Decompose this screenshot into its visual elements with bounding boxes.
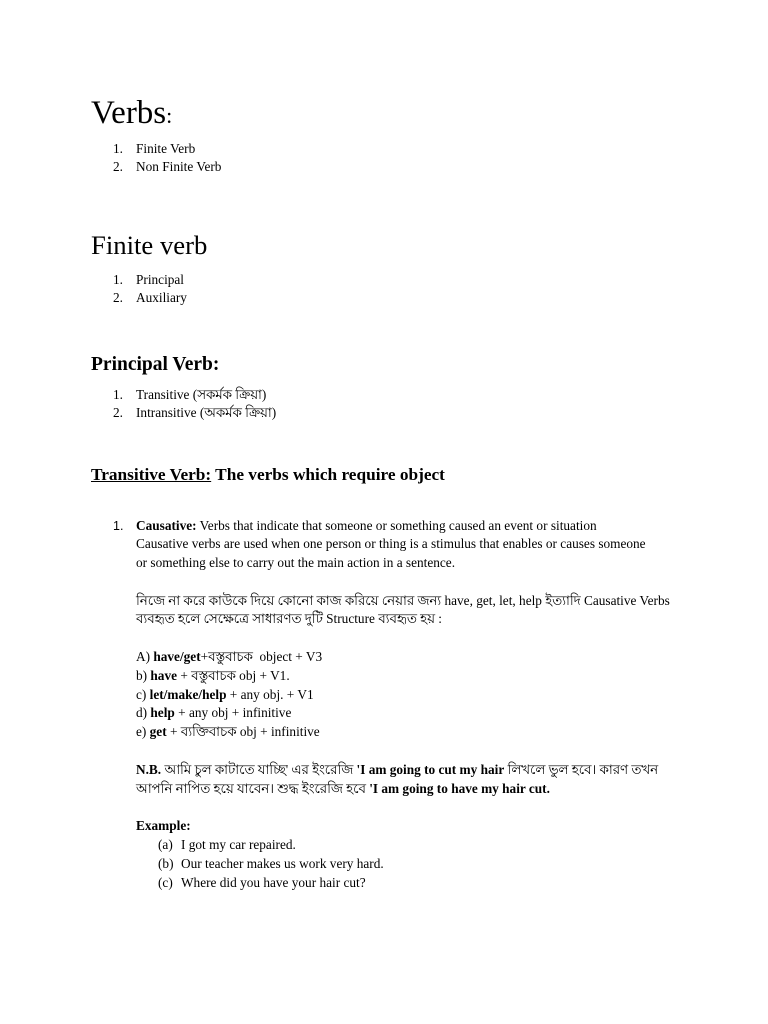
structure-rest: + ব্যক্তিবাচক obj + infinitive bbox=[166, 724, 320, 740]
example-item bbox=[136, 855, 677, 874]
list-item-text: Transitive (সকর্মক ক্রিয়া) bbox=[136, 386, 267, 402]
causative-definition-paragraph bbox=[136, 517, 677, 573]
structure-list bbox=[136, 648, 677, 742]
nb-wrong-sentence: 'I am going to cut my hair bbox=[356, 761, 505, 777]
structure-line bbox=[136, 704, 677, 723]
transitive-verb-description: The verbs which require object bbox=[211, 465, 445, 485]
causative-definition: Verbs that indicate that someone or something caused an event or situation Causative verbs are used when one person or thing is a stimulus that enables or causes someone or something else to carry out the main action in a sentence. bbox=[136, 517, 646, 571]
example-text: Our teacher makes us work very hard. bbox=[181, 855, 384, 871]
list-item bbox=[113, 404, 276, 423]
list-item bbox=[113, 289, 187, 308]
transitive-verb-heading bbox=[91, 466, 445, 483]
structure-rest: +বস্তুবাচক object + V3 bbox=[200, 649, 323, 665]
structure-letter: A) bbox=[136, 649, 154, 665]
example-section bbox=[136, 817, 677, 892]
list-number: 2. bbox=[113, 405, 123, 421]
finite-verb-heading: Finite verb bbox=[91, 229, 208, 260]
structure-rest: + বস্তুবাচক obj + V1. bbox=[177, 667, 290, 683]
example-marker: (b) bbox=[158, 855, 174, 871]
structure-line bbox=[136, 648, 677, 667]
example-text: I got my car repaired. bbox=[181, 837, 296, 853]
list-number: 1. bbox=[113, 271, 123, 287]
structure-rest: + any obj. + V1 bbox=[226, 686, 314, 702]
example-item bbox=[136, 836, 677, 855]
nb-correct-sentence: 'I am going to have my hair cut. bbox=[369, 780, 550, 796]
list-number: 2. bbox=[113, 159, 123, 175]
structure-line bbox=[136, 723, 677, 742]
list-number: 1. bbox=[113, 518, 124, 533]
structure-line bbox=[136, 686, 677, 705]
example-list bbox=[136, 836, 677, 892]
bengali-note: নিজে না করে কাউকে দিয়ে কোনো কাজ করিয়ে নেয়ার জন্য have, get, let, help ইত্যাদি Causative Verbs ব্যবহৃত হলে সেক্ষেত্রে সাধারণত দুটি Structure ব্যবহৃত হয় : bbox=[136, 592, 670, 627]
principal-verb-heading: Principal Verb: bbox=[91, 354, 220, 376]
causative-label: Causative: bbox=[136, 517, 197, 533]
structure-letter: c) bbox=[136, 686, 150, 702]
nb-paragraph bbox=[136, 761, 677, 799]
example-label: Example: bbox=[136, 818, 191, 834]
principal-verb-list bbox=[113, 386, 276, 424]
list-number: 2. bbox=[113, 290, 123, 306]
list-item-text: Auxiliary bbox=[136, 290, 187, 306]
structure-keyword: have bbox=[150, 667, 178, 683]
example-item bbox=[136, 874, 677, 893]
list-item bbox=[113, 140, 221, 159]
example-text: Where did you have your hair cut? bbox=[181, 874, 366, 890]
list-item bbox=[113, 386, 276, 405]
title-text: Verbs bbox=[91, 95, 167, 132]
transitive-verb-term: Transitive Verb: bbox=[91, 465, 212, 485]
nb-label: N.B. bbox=[136, 761, 162, 777]
example-marker: (a) bbox=[158, 837, 173, 853]
list-item-text: Non Finite Verb bbox=[136, 159, 222, 175]
list-number: 1. bbox=[113, 386, 123, 402]
list-item bbox=[113, 271, 187, 290]
verb-types-list bbox=[113, 140, 221, 178]
title-colon: : bbox=[166, 103, 173, 129]
structure-keyword: let/make/help bbox=[149, 686, 227, 702]
nb-text: লিখলে ভুল হবে। কারণ তখন আপনি নাপিত হয়ে যাবেন। শুদ্ধ ইংরেজি হবে bbox=[136, 761, 659, 796]
nb-text: আমি চুল কাটাতে যাচ্ছি' এর ইংরেজি bbox=[161, 761, 357, 777]
structure-keyword: have/get bbox=[153, 649, 201, 665]
finite-verb-list bbox=[113, 271, 187, 309]
structure-keyword: get bbox=[149, 724, 167, 740]
structure-letter: d) bbox=[136, 705, 151, 721]
list-item-text: Finite Verb bbox=[136, 140, 196, 156]
list-number: 1. bbox=[113, 140, 123, 156]
structure-letter: e) bbox=[136, 724, 150, 740]
page-title bbox=[91, 97, 172, 132]
structure-line bbox=[136, 667, 677, 686]
list-item-text: Principal bbox=[136, 271, 185, 287]
list-item-text: Intransitive (অকর্মক ক্রিয়া) bbox=[136, 405, 277, 421]
structure-rest: + any obj + infinitive bbox=[174, 705, 292, 721]
causative-item bbox=[113, 517, 677, 893]
example-marker: (c) bbox=[158, 874, 173, 890]
structure-keyword: help bbox=[150, 705, 175, 721]
causative-body bbox=[136, 517, 677, 893]
structure-letter: b) bbox=[136, 667, 151, 683]
list-item bbox=[113, 158, 221, 177]
